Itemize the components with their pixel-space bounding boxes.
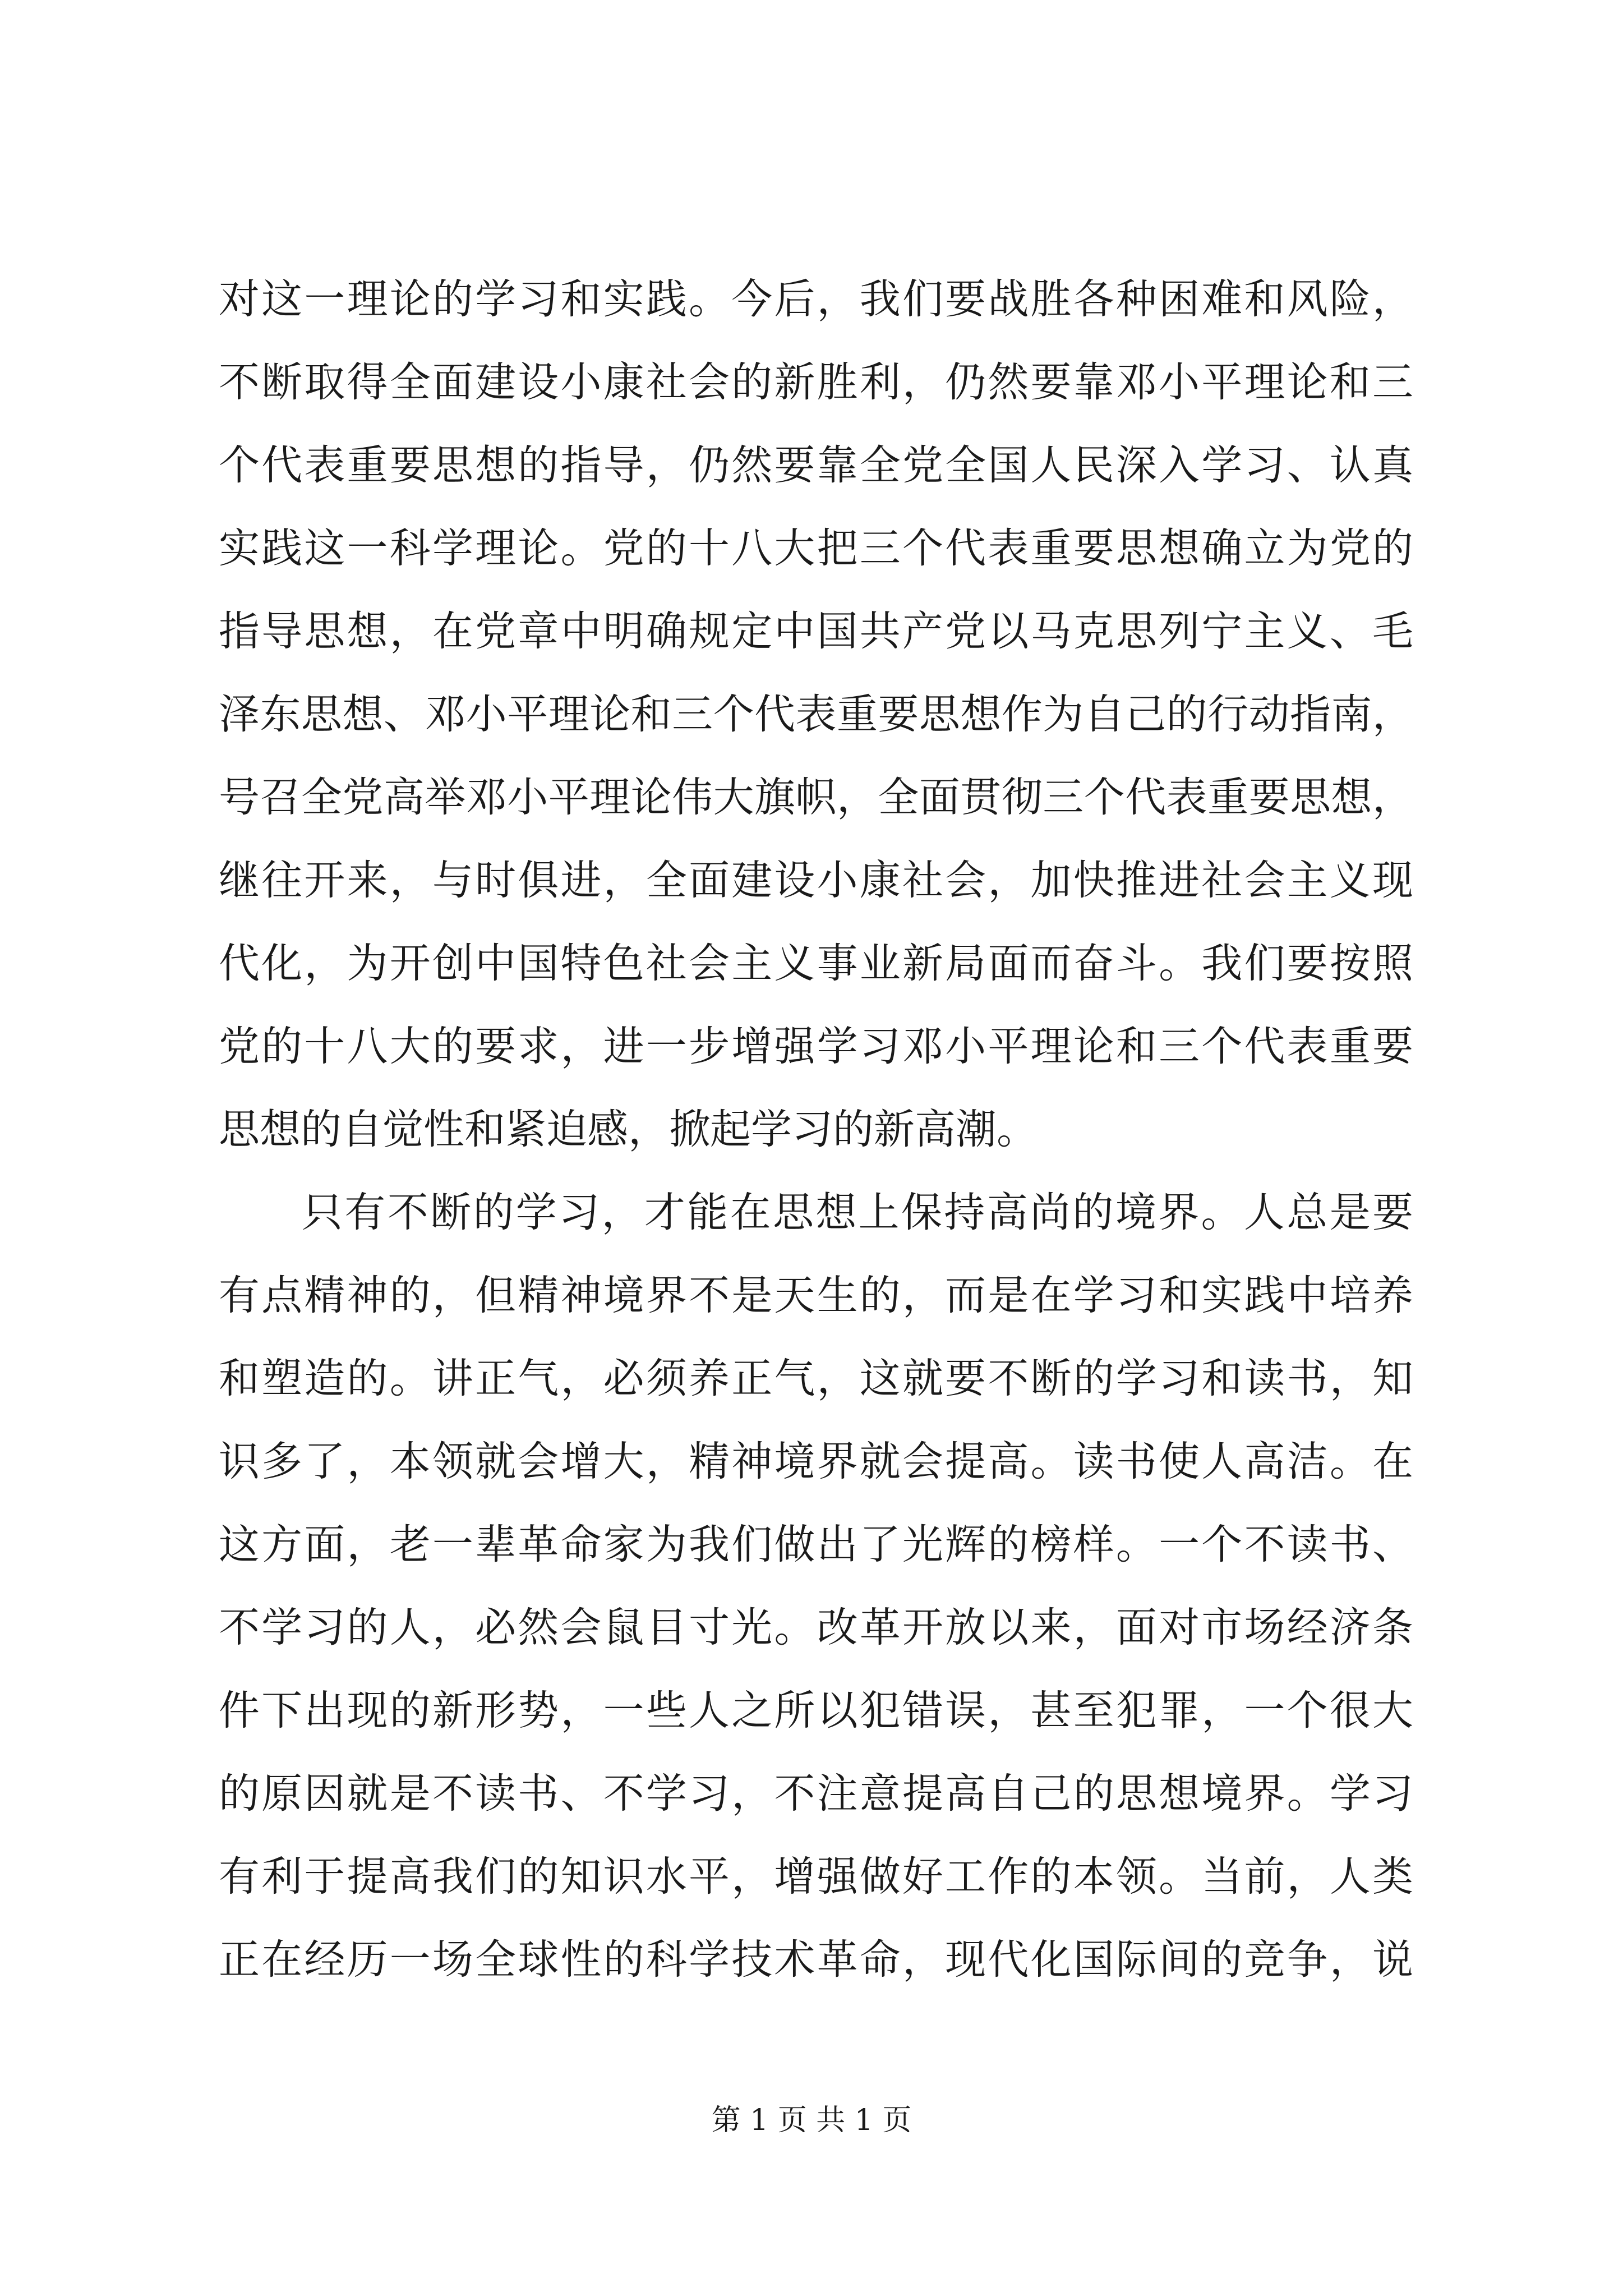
text-line: 这方面，老一辈革命家为我们做出了光辉的榜样。一个不读书、	[219, 1521, 1413, 1568]
text-line: 个代表重要思想的指导，仍然要靠全党全国人民深入学习、认真	[219, 441, 1413, 489]
text-line: 只有不断的学习，才能在思想上保持高尚的境界。人总是要	[302, 1189, 1413, 1236]
text-line: 指导思想，在党章中明确规定中国共产党以马克思列宁主义、毛	[219, 608, 1413, 655]
text-line: 号召全党高举邓小平理论伟大旗帜，全面贯彻三个代表重要思想，	[219, 774, 1413, 821]
body-text	[219, 258, 1413, 2001]
text-line: 正在经历一场全球性的科学技术革命，现代化国际间的竞争，说	[219, 1936, 1413, 1984]
text-line: 识多了，本领就会增大，精神境界就会提高。读书使人高洁。在	[219, 1438, 1413, 1485]
text-line: 的原因就是不读书、不学习，不注意提高自己的思想境界。学习	[219, 1770, 1413, 1818]
text-line: 不学习的人，必然会鼠目寸光。改革开放以来，面对市场经济条	[219, 1604, 1413, 1651]
text-line: 实践这一科学理论。党的十八大把三个代表重要思想确立为党的	[219, 524, 1413, 572]
text-line: 继往开来，与时俱进，全面建设小康社会，加快推进社会主义现	[219, 857, 1413, 904]
page-footer	[0, 2101, 1623, 2140]
text-line: 和塑造的。讲正气，必须养正气，这就要不断的学习和读书，知	[219, 1355, 1413, 1402]
text-line: 对这一理论的学习和实践。今后，我们要战胜各种困难和风险，	[219, 275, 1413, 323]
text-line: 不断取得全面建设小康社会的新胜利，仍然要靠邓小平理论和三	[219, 358, 1413, 406]
page-number-label: 第 1 页 共 1 页	[711, 2104, 912, 2137]
text-line: 有利于提高我们的知识水平，增强做好工作的本领。当前，人类	[219, 1853, 1413, 1901]
text-line: 泽东思想、邓小平理论和三个代表重要思想作为自己的行动指南，	[219, 691, 1413, 738]
text-line: 件下出现的新形势，一些人之所以犯错误，甚至犯罪，一个很大	[219, 1687, 1413, 1734]
text-line: 党的十八大的要求，进一步增强学习邓小平理论和三个代表重要	[219, 1023, 1413, 1070]
text-line: 有点精神的，但精神境界不是天生的，而是在学习和实践中培养	[219, 1272, 1413, 1319]
text-line: 思想的自觉性和紧迫感，掀起学习的新高潮。	[219, 1106, 1038, 1153]
text-line: 代化，为开创中国特色社会主义事业新局面而奋斗。我们要按照	[219, 940, 1413, 987]
